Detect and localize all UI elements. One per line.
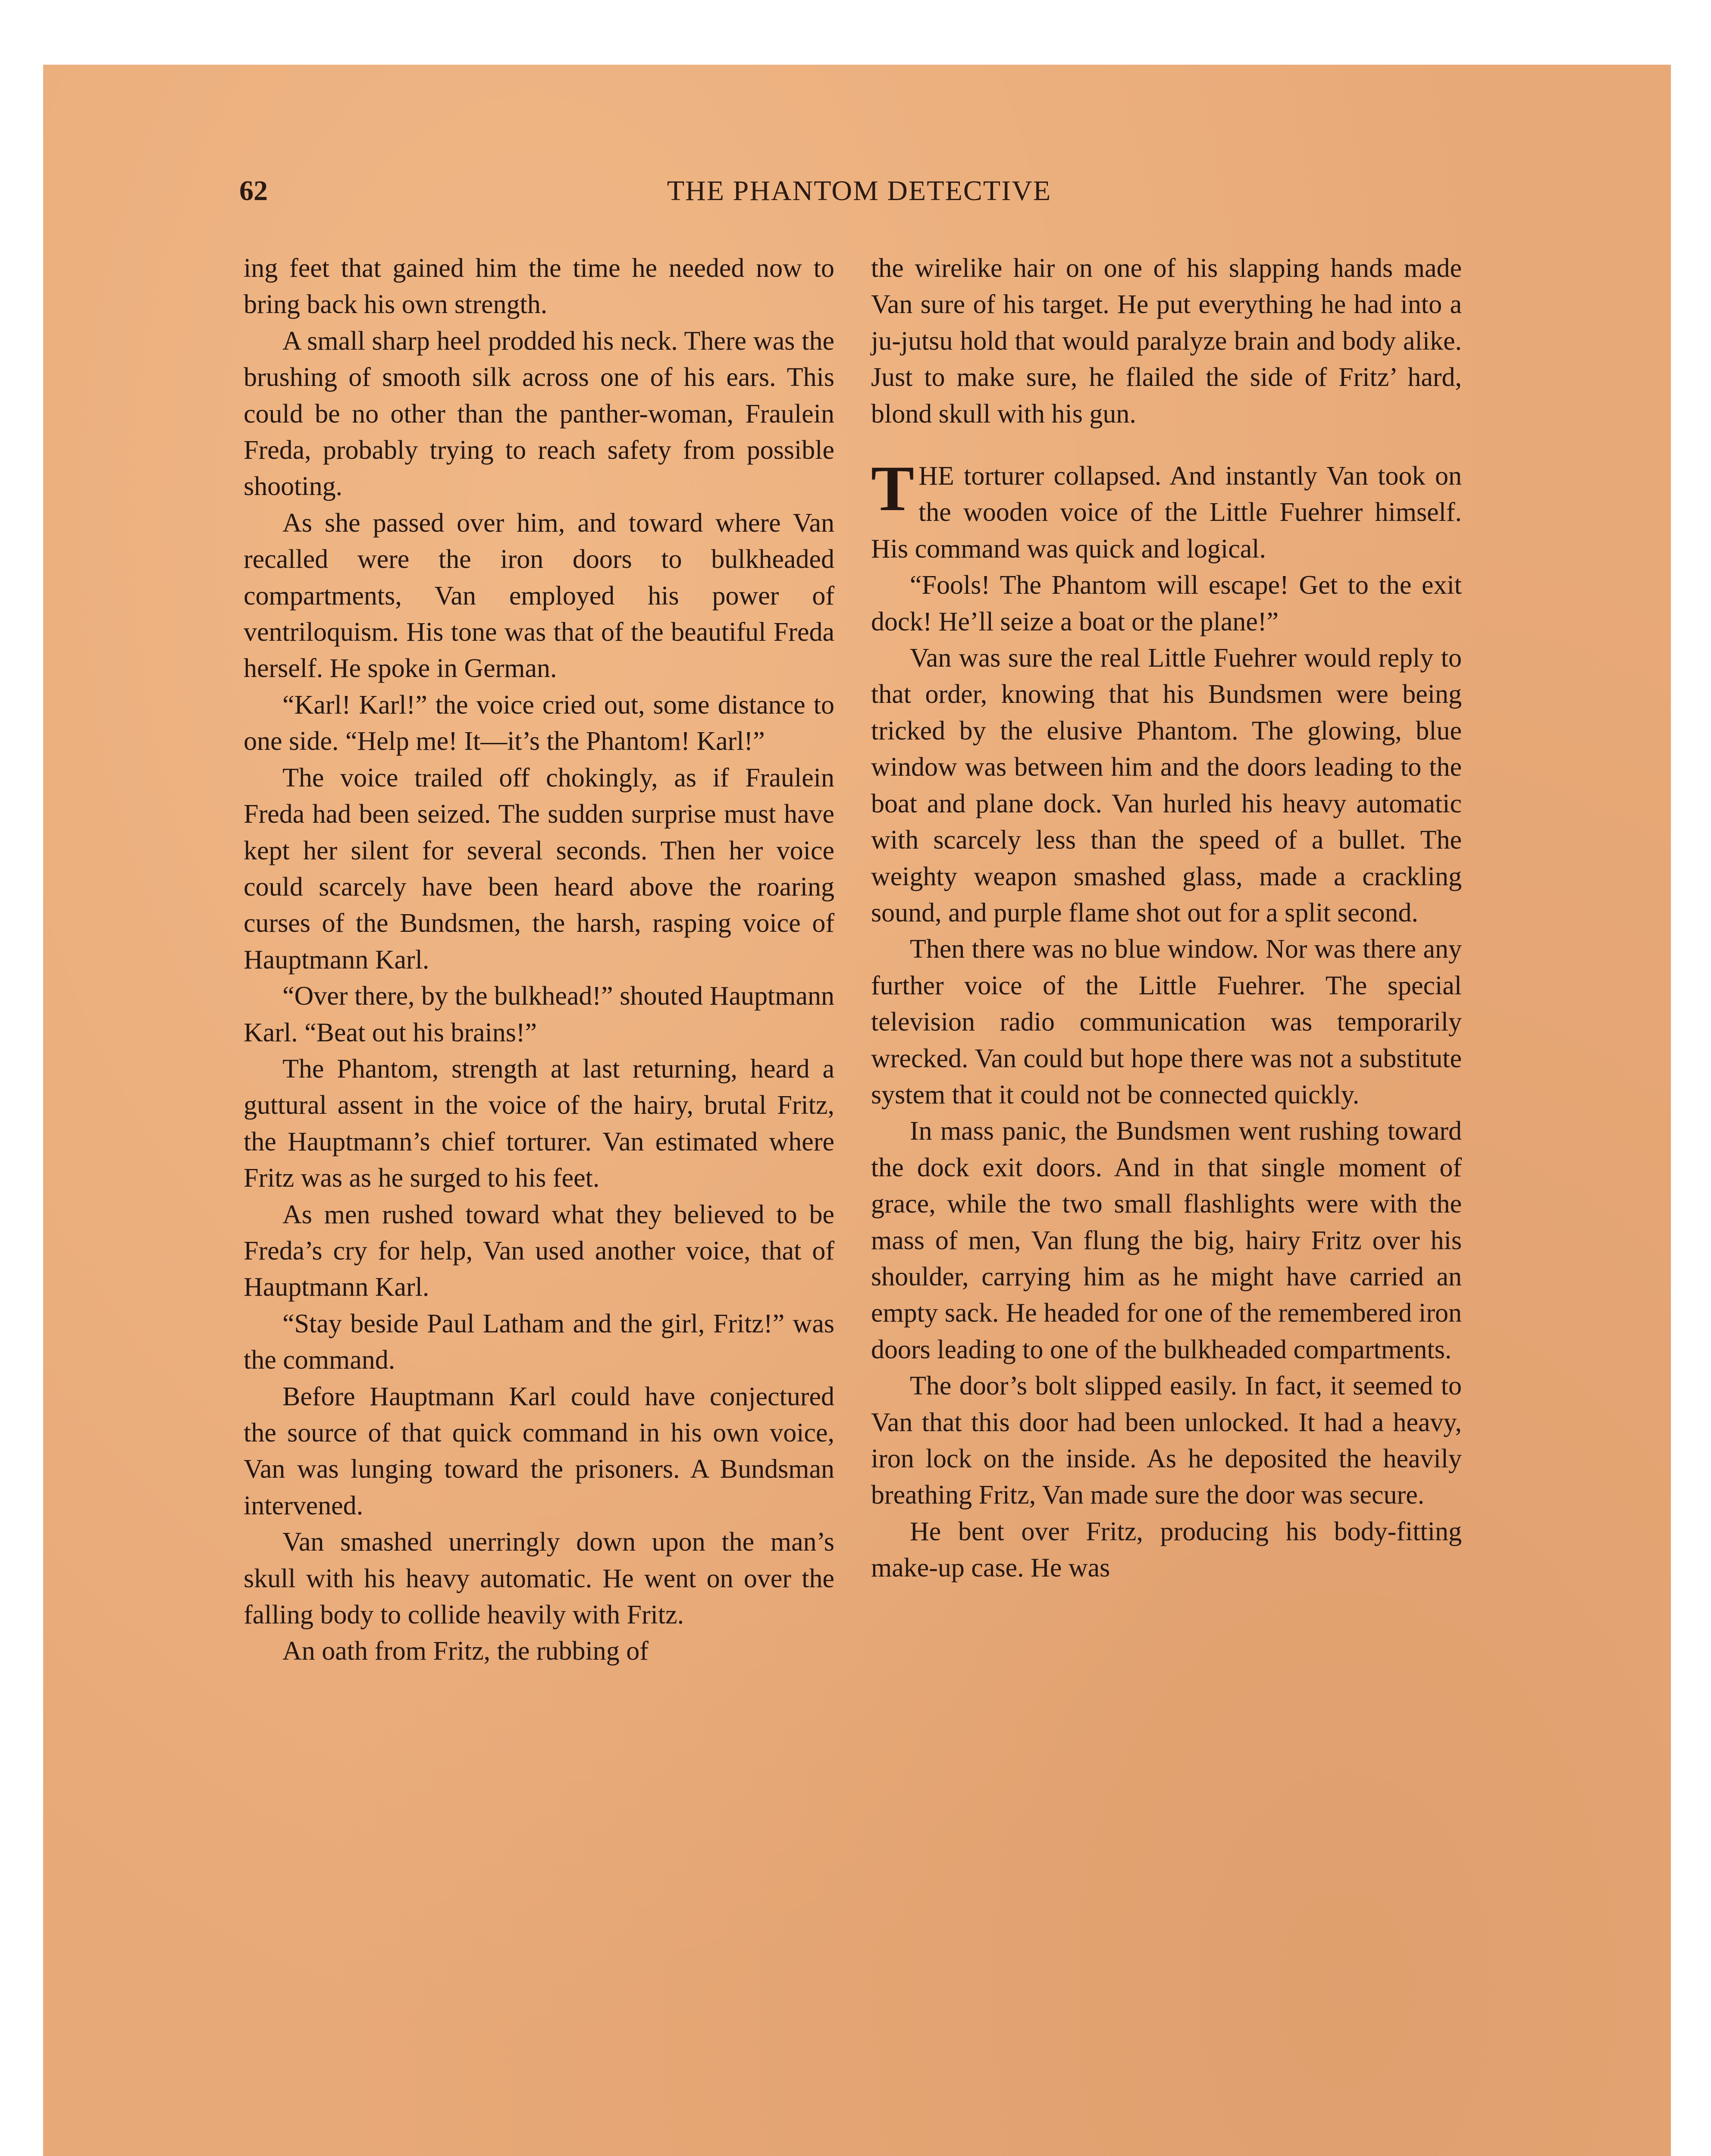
paragraph-text: HE torturer collapsed. And instantly Van took on the wooden voice of the Little Fuehrer himself. His command was quick and logical. — [871, 461, 1462, 564]
paragraph: “Fools! The Phantom will escape! Get to the exit dock! He’ll seize a boat or the plane!” — [871, 570, 1462, 636]
paragraph: In mass panic, the Bundsmen went rushing toward the dock exit doors. And in that single moment of grace, while the two small flashlights were with the mass of men, Van flung the big, hairy Fritz over his shoulder, carrying him as he might have carried an empty sack. He headed for one of the remembered iron doors leading to one of the bulkheaded compartments. — [871, 1116, 1462, 1364]
paragraph: The Phantom, strength at last returning, heard a guttural assent in the voice of the hairy, brutal Fritz, the Hauptmann’s chief torturer. Van estimated where Fritz was as he surged to his feet. — [244, 1054, 834, 1193]
paragraph: Then there was no blue window. Nor was there any further voice of the Little Fuehrer. The special television radio communication was temporarily wrecked. Van could but hope there was not a substitute system that it could not be connected quickly. — [871, 934, 1462, 1109]
paragraph: The door’s bolt slipped easily. In fact, it seemed to Van that this door had been unlocked. It had a heavy, iron lock on the inside. As he deposited the heavily breathing Fritz, Van made sure the door was secure. — [871, 1371, 1462, 1510]
paragraph: The voice trailed off chokingly, as if Fraulein Freda had been seized. The sudden surprise must have kept her silent for several seconds. Then her voice could scarcely have been heard above the roaring curses of the Bundsmen, the harsh, rasping voice of Hauptmann Karl. — [244, 763, 834, 975]
page-number: 62 — [239, 175, 268, 207]
paragraph: Van was sure the real Little Fuehrer would reply to that order, knowing that his Bundsmen were being tricked by the elusive Phantom. The glowing, blue window was between him and the doors leading to the boat and plane dock. Van hurled his heavy automatic with scarcely less than the speed of a bullet. The weighty weapon smashed glass, made a crackling sound, and purple flame shot out for a split second. — [871, 643, 1462, 928]
paragraph: He bent over Fritz, producing his body-fitting make-up case. He was — [871, 1517, 1462, 1583]
paragraph: An oath from Fritz, the rubbing of — [282, 1636, 649, 1666]
paragraph: the wirelike hair on one of his slapping hands made Van sure of his target. He put everything he had into a ju-jutsu hold that would paralyze brain and body alike. Just to make sure, he flailed the side of Fritz’ hard, blond skull with his gun. — [871, 254, 1462, 429]
paragraph: Before Hauptmann Karl could have conjectured the source of that quick command in his own voice, Van was lunging toward the prisoners. A Bundsman intervened. — [244, 1382, 834, 1520]
paragraph: A small sharp heel prodded his neck. There was the brushing of smooth silk across one of his ears. This could be no other than the panther-woman, Fraulein Freda, probably trying to reach safety from possible shooting. — [244, 326, 834, 501]
paragraph: “Stay beside Paul Latham and the girl, Fritz!” was the command. — [244, 1309, 834, 1375]
left-column — [244, 250, 834, 1670]
paragraph: ing feet that gained him the time he needed now to bring back his own strength. — [244, 254, 834, 320]
page-header — [239, 175, 1479, 218]
running-title: THE PHANTOM DETECTIVE — [667, 175, 1052, 207]
magazine-page — [43, 65, 1671, 2156]
paragraph: “Over there, by the bulkhead!” shouted Hauptmann Karl. “Beat out his brains!” — [244, 981, 834, 1047]
right-column — [871, 250, 1462, 1586]
paragraph: As men rushed toward what they believed to be Freda’s cry for help, Van used another voice, that of Hauptmann Karl. — [244, 1200, 834, 1302]
paragraph: “Karl! Karl!” the voice cried out, some distance to one side. “Help me! It—it’s the Phantom! Karl!” — [244, 690, 834, 756]
paragraph: Van smashed unerringly down upon the man’s skull with his heavy automatic. He went on over the falling body to collide heavily with Fritz. — [244, 1527, 834, 1630]
section-opening-paragraph — [871, 453, 1462, 567]
drop-cap: T — [871, 453, 915, 525]
paragraph: As she passed over him, and toward where Van recalled were the iron doors to bulkheaded compartments, Van employed his power of ventriloquism. His tone was that of the beautiful Freda herself. He spoke in German. — [244, 508, 834, 683]
